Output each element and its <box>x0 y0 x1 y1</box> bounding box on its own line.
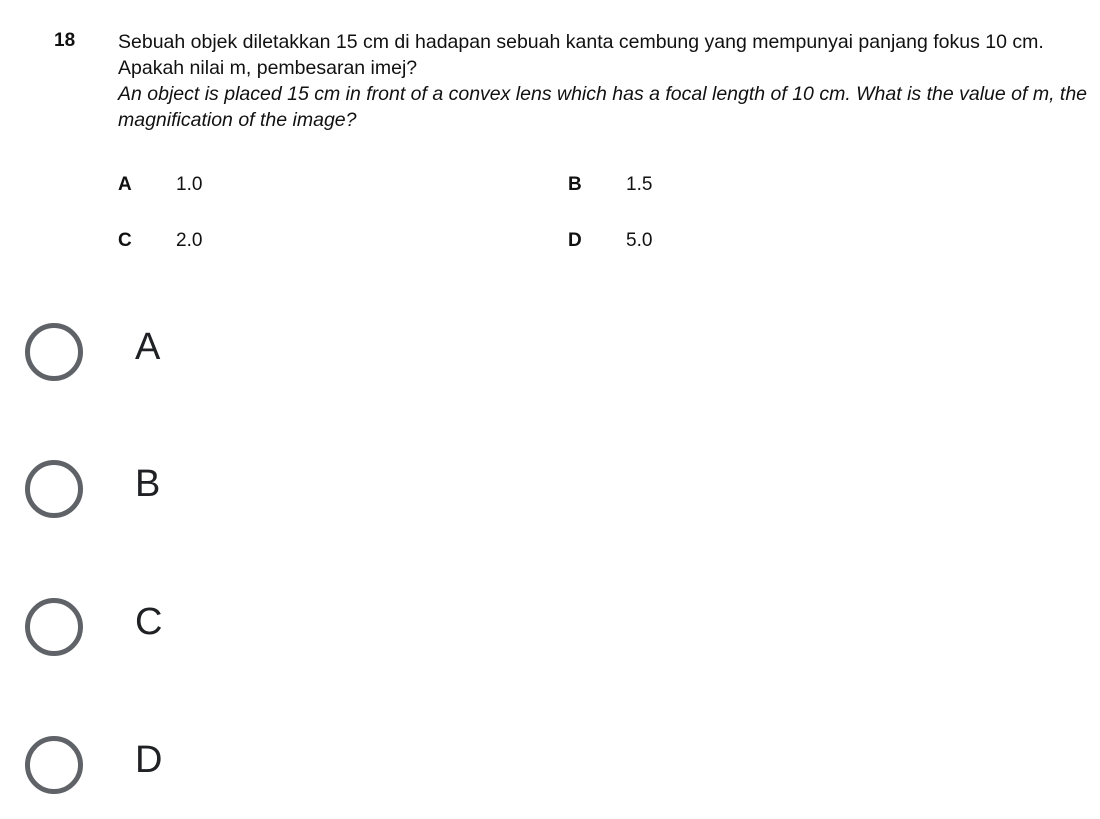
option-value: 1.5 <box>626 174 653 195</box>
radio-button-b[interactable] <box>25 460 83 518</box>
question-text-english: An object is placed 15 cm in front of a convex lens which has a focal length of 10 cm. What is the value of m, the magnification of the image? <box>118 83 1093 131</box>
answer-choice-label: A <box>135 326 161 368</box>
option-value: 1.0 <box>176 174 203 195</box>
answer-choice-label: B <box>135 463 161 505</box>
option-c <box>118 230 202 252</box>
answer-choice-label: C <box>135 601 163 643</box>
question-text <box>118 29 1093 133</box>
question-image <box>0 0 1100 280</box>
option-value: 2.0 <box>176 230 203 251</box>
option-b <box>568 174 652 196</box>
answer-choice-a[interactable] <box>24 322 424 392</box>
option-letter: C <box>118 230 132 251</box>
answer-choice-label: D <box>135 739 163 781</box>
option-letter: D <box>568 230 582 251</box>
question-text-malay: Sebuah objek diletakkan 15 cm di hadapan sebuah kanta cembung yang mempunyai panjang fokus 10 cm. Apakah nilai m, pembesaran imej? <box>118 31 1049 79</box>
radio-button-a[interactable] <box>25 323 83 381</box>
radio-button-d[interactable] <box>25 736 83 794</box>
option-a <box>118 174 202 196</box>
answer-choice-d[interactable] <box>24 735 424 805</box>
option-letter: A <box>118 174 132 195</box>
radio-button-c[interactable] <box>25 598 83 656</box>
answer-choice-b[interactable] <box>24 459 424 529</box>
question-number: 18 <box>54 30 76 51</box>
answer-choice-c[interactable] <box>24 597 424 667</box>
option-d <box>568 230 652 252</box>
option-letter: B <box>568 174 582 195</box>
option-value: 5.0 <box>626 230 653 251</box>
